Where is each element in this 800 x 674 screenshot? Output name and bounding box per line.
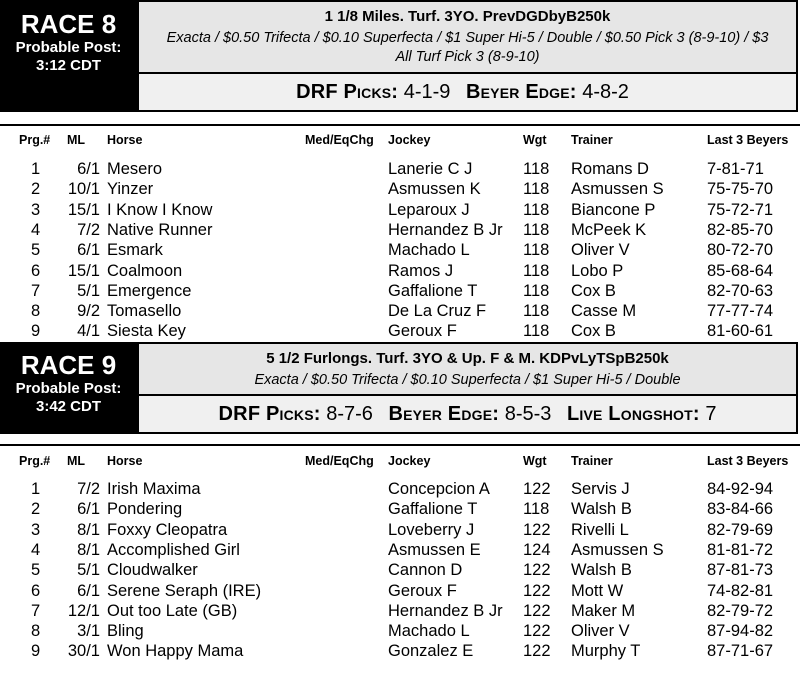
row-trainer: Walsh B <box>571 561 632 580</box>
row-beyers: 85-68-64 <box>707 261 774 280</box>
race-8-post-time: 3:12 CDT <box>35 57 102 74</box>
table-row <box>0 621 800 641</box>
row-beyers: 87-94-82 <box>707 622 774 641</box>
row-horse: Tomasello <box>107 302 182 321</box>
row-prg: 7 <box>31 601 41 620</box>
row-jockey: Asmussen E <box>388 540 481 559</box>
row-horse: Won Happy Mama <box>107 642 244 661</box>
table-row <box>0 601 800 621</box>
row-ml: 6/1 <box>77 500 100 519</box>
row-jockey: Concepcion A <box>388 480 490 498</box>
row-jockey: Machado L <box>388 241 470 260</box>
race-9-title-box <box>0 342 137 434</box>
row-beyers: 81-81-72 <box>707 540 774 559</box>
race-9-pick-value: 8-5-3 <box>504 403 552 425</box>
row-wgt: 122 <box>523 561 551 580</box>
row-horse: Cloudwalker <box>107 561 198 580</box>
row-wgt: 118 <box>523 220 550 239</box>
row-jockey: Geroux F <box>388 322 457 341</box>
row-ml: 15/1 <box>67 200 100 219</box>
row-prg: 3 <box>31 200 41 219</box>
row-prg: 4 <box>31 220 41 239</box>
row-trainer: Walsh B <box>571 500 632 519</box>
row-ml: 7/2 <box>77 220 100 239</box>
table-row <box>0 220 800 240</box>
col-jockey: Jockey <box>388 454 431 468</box>
row-wgt: 122 <box>523 520 551 539</box>
table-row <box>0 321 800 341</box>
row-horse: Coalmoon <box>107 261 183 280</box>
table-row <box>0 499 800 519</box>
table-row <box>0 540 800 560</box>
race-8-divider <box>0 124 800 126</box>
row-trainer: Casse M <box>571 302 637 321</box>
row-prg: 8 <box>31 302 41 321</box>
row-jockey: Loveberry J <box>388 520 475 539</box>
row-horse: Accomplished Girl <box>107 540 240 559</box>
row-horse: Foxxy Cleopatra <box>107 520 228 539</box>
row-horse: Siesta Key <box>107 322 186 341</box>
row-prg: 6 <box>31 261 41 280</box>
row-ml: 6/1 <box>77 160 100 178</box>
row-jockey: De La Cruz F <box>388 302 487 321</box>
row-beyers: 82-70-63 <box>707 281 774 300</box>
row-jockey: Gonzalez E <box>388 642 474 661</box>
row-prg: 2 <box>31 180 41 199</box>
row-wgt: 118 <box>523 200 550 219</box>
row-ml: 6/1 <box>77 581 100 600</box>
row-wgt: 122 <box>523 622 551 641</box>
row-trainer: Asmussen S <box>571 180 664 199</box>
row-trainer: Servis J <box>571 480 630 498</box>
race-8-pick-label: DRF Picks: <box>296 81 399 103</box>
race-9-pick-label: DRF Picks: <box>218 403 321 425</box>
row-horse: Bling <box>107 622 144 641</box>
row-jockey: Machado L <box>388 622 470 641</box>
row-wgt: 118 <box>523 241 550 260</box>
col-beyers: Last 3 Beyers <box>707 454 789 468</box>
row-horse: I Know I Know <box>107 200 213 219</box>
row-ml: 10/1 <box>67 180 100 199</box>
race-9-conditions: 5 1/2 Furlongs. Turf. 3YO & Up. F & M. KDPvLyTSpB250k <box>266 350 669 367</box>
col-prg: Prg.# <box>19 133 51 147</box>
row-jockey: Hernandez B Jr <box>388 220 503 239</box>
table-row <box>0 581 800 601</box>
row-wgt: 122 <box>523 601 551 620</box>
col-prg: Prg.# <box>19 454 51 468</box>
race-9-title: RACE 9 <box>20 350 117 380</box>
row-prg: 7 <box>31 281 41 300</box>
race-9-pick-label: Live Longshot: <box>566 403 700 425</box>
row-jockey: Gaffalione T <box>388 281 478 300</box>
row-prg: 4 <box>31 540 41 559</box>
row-ml: 5/1 <box>77 281 100 300</box>
col-horse: Horse <box>107 133 143 147</box>
row-wgt: 118 <box>523 322 550 341</box>
table-row <box>0 159 800 179</box>
row-trainer: Lobo P <box>571 261 624 280</box>
row-prg: 5 <box>31 241 41 260</box>
race-8-pick-label: Beyer Edge: <box>466 81 577 103</box>
row-prg: 1 <box>31 160 41 178</box>
col-ml: ML <box>67 133 86 147</box>
race-8-pick-value: 4-1-9 <box>403 81 451 103</box>
row-jockey: Ramos J <box>388 261 454 280</box>
row-jockey: Leparoux J <box>388 200 470 219</box>
row-prg: 8 <box>31 622 41 641</box>
race-9-picks <box>139 396 796 432</box>
race-8-conditions: 1 1/8 Miles. Turf. 3YO. PrevDGDbyB250k <box>324 8 611 25</box>
table-row <box>0 479 800 499</box>
race-8-wagers: Exacta / $0.50 Trifecta / $0.10 Superfecta / $1 Super Hi-5 / Double / $0.50 Pick 3 (8-9-10) / $3 All Turf Pick 3 (8-9-10) <box>166 30 769 65</box>
row-wgt: 122 <box>523 642 551 661</box>
table-row <box>0 520 800 540</box>
col-trainer: Trainer <box>571 133 613 147</box>
row-horse: Yinzer <box>107 180 154 199</box>
col-wgt: Wgt <box>523 133 547 147</box>
row-horse: Pondering <box>107 500 183 519</box>
row-wgt: 122 <box>523 480 551 498</box>
row-wgt: 118 <box>523 302 550 321</box>
row-ml: 6/1 <box>77 241 100 260</box>
race-8-title: RACE 8 <box>20 9 117 39</box>
table-row <box>0 641 800 661</box>
row-ml: 8/1 <box>77 540 100 559</box>
row-trainer: Maker M <box>571 601 636 620</box>
col-med: Med/EqChg <box>305 454 374 468</box>
row-beyers: 77-77-74 <box>707 302 774 321</box>
row-jockey: Gaffalione T <box>388 500 478 519</box>
row-beyers: 7-81-71 <box>707 160 764 178</box>
row-horse: Native Runner <box>107 220 213 239</box>
row-beyers: 74-82-81 <box>707 581 774 600</box>
row-beyers: 87-81-73 <box>707 561 774 580</box>
col-beyers: Last 3 Beyers <box>707 133 789 147</box>
row-trainer: Cox B <box>571 322 616 341</box>
race-8-info-box <box>137 0 798 112</box>
row-horse: Esmark <box>107 241 163 260</box>
row-beyers: 83-84-66 <box>707 500 774 519</box>
race-9-wagers: Exacta / $0.50 Trifecta / $0.10 Superfecta / $1 Super Hi-5 / Double <box>254 372 681 388</box>
table-row <box>0 281 800 301</box>
row-wgt: 118 <box>523 281 550 300</box>
table-row <box>0 560 800 580</box>
col-ml: ML <box>67 454 86 468</box>
row-ml: 30/1 <box>67 642 100 661</box>
race-8-title-box <box>0 0 137 112</box>
row-ml: 12/1 <box>67 601 100 620</box>
table-row <box>0 179 800 199</box>
row-horse: Emergence <box>107 281 192 300</box>
row-trainer: Romans D <box>571 160 649 178</box>
row-trainer: Asmussen S <box>571 540 664 559</box>
row-beyers: 80-72-70 <box>707 241 774 260</box>
table-row <box>0 261 800 281</box>
row-prg: 2 <box>31 500 41 519</box>
row-prg: 1 <box>31 480 41 498</box>
row-beyers: 87-71-67 <box>707 642 774 661</box>
col-med: Med/EqChg <box>305 133 374 147</box>
row-ml: 9/2 <box>77 302 100 321</box>
row-trainer: Mott W <box>571 581 624 600</box>
row-prg: 5 <box>31 561 41 580</box>
table-row <box>0 240 800 260</box>
row-beyers: 81-60-61 <box>707 322 774 341</box>
col-jockey: Jockey <box>388 133 431 147</box>
race-9-conditions-block <box>139 344 796 396</box>
race-9-info-box <box>137 342 798 434</box>
row-beyers: 75-75-70 <box>707 180 774 199</box>
row-trainer: Oliver V <box>571 622 630 641</box>
row-ml: 8/1 <box>77 520 100 539</box>
race-8-header <box>0 0 800 112</box>
row-jockey: Geroux F <box>388 581 457 600</box>
race-8-pick-value: 4-8-2 <box>582 81 629 103</box>
row-trainer: Murphy T <box>571 642 641 661</box>
row-prg: 9 <box>31 642 41 661</box>
row-beyers: 82-79-69 <box>707 520 774 539</box>
race-9-column-headers <box>0 454 800 472</box>
race-8-column-headers <box>0 133 800 151</box>
race-9-post-label: Probable Post: <box>15 380 122 397</box>
row-trainer: Rivelli L <box>571 520 629 539</box>
race-8-post-label: Probable Post: <box>15 39 122 56</box>
row-horse: Out too Late (GB) <box>107 601 238 620</box>
race-9-pick-value: 7 <box>705 403 717 425</box>
row-horse: Mesero <box>107 160 163 178</box>
race-9-pick-value: 8-7-6 <box>326 403 373 425</box>
col-horse: Horse <box>107 454 143 468</box>
race-8-picks <box>139 74 796 110</box>
race-9-divider <box>0 444 800 446</box>
row-jockey: Hernandez B Jr <box>388 601 503 620</box>
row-wgt: 124 <box>523 540 551 559</box>
row-jockey: Asmussen K <box>388 180 481 199</box>
race-9-pick-label: Beyer Edge: <box>388 403 500 425</box>
row-ml: 7/2 <box>77 480 100 498</box>
row-trainer: McPeek K <box>571 220 647 239</box>
race-9-header <box>0 342 800 434</box>
row-wgt: 118 <box>523 160 550 178</box>
row-wgt: 118 <box>523 500 550 519</box>
col-trainer: Trainer <box>571 454 613 468</box>
row-beyers: 75-72-71 <box>707 200 774 219</box>
race-9-post-time: 3:42 CDT <box>35 398 102 415</box>
table-row <box>0 301 800 321</box>
row-ml: 15/1 <box>67 261 100 280</box>
row-beyers: 82-85-70 <box>707 220 774 239</box>
row-trainer: Biancone P <box>571 200 656 219</box>
row-ml: 5/1 <box>77 561 100 580</box>
row-trainer: Cox B <box>571 281 616 300</box>
table-row <box>0 200 800 220</box>
col-wgt: Wgt <box>523 454 547 468</box>
row-trainer: Oliver V <box>571 241 630 260</box>
row-horse: Irish Maxima <box>107 480 201 498</box>
row-wgt: 122 <box>523 581 551 600</box>
row-prg: 9 <box>31 322 41 341</box>
row-horse: Serene Seraph (IRE) <box>107 581 262 600</box>
row-jockey: Lanerie C J <box>388 160 473 178</box>
row-beyers: 82-79-72 <box>707 601 774 620</box>
row-wgt: 118 <box>523 180 550 199</box>
row-wgt: 118 <box>523 261 550 280</box>
row-prg: 3 <box>31 520 41 539</box>
race-8-conditions-block <box>139 2 796 74</box>
row-ml: 3/1 <box>77 622 100 641</box>
row-jockey: Cannon D <box>388 561 463 580</box>
row-prg: 6 <box>31 581 41 600</box>
row-ml: 4/1 <box>77 322 100 341</box>
row-beyers: 84-92-94 <box>707 480 774 498</box>
